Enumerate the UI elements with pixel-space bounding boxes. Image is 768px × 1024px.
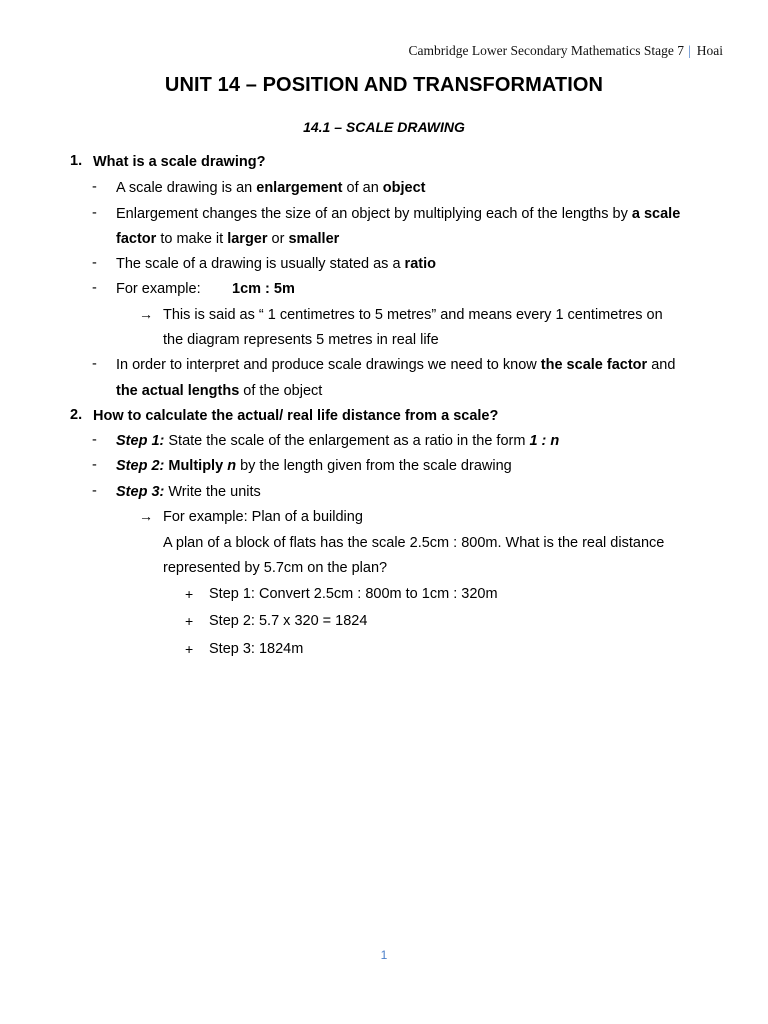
dash-bullet: - xyxy=(92,356,97,372)
question-1-number: 1. xyxy=(70,153,83,169)
plus-icon: + xyxy=(185,613,194,629)
q2-example-step-1: Step 1: Convert 2.5cm : 800m to 1cm : 320m xyxy=(209,586,498,602)
q1-bullet-2-line-2: factor to make it larger or smaller xyxy=(116,231,340,247)
q1-bullet-1: A scale drawing is an enlargement of an object xyxy=(116,180,426,196)
q2-example-question-line-1: A plan of a block of flats has the scale 2.5cm : 800m. What is the real distance xyxy=(163,535,665,551)
plus-icon: + xyxy=(185,586,194,602)
q1-example-ratio: 1cm : 5m xyxy=(232,281,295,297)
q1-arrow-line-2: the diagram represents 5 metres in real life xyxy=(163,332,439,348)
q1-bullet-3: The scale of a drawing is usually stated as a ratio xyxy=(116,256,436,272)
page-header xyxy=(409,43,724,59)
page-number: 1 xyxy=(380,948,388,962)
q2-example-step-3: Step 3: 1824m xyxy=(209,641,304,657)
question-1-heading: What is a scale drawing? xyxy=(93,154,266,170)
q2-step-2: Step 2: Multiply n by the length given from the scale drawing xyxy=(116,458,512,474)
dash-bullet: - xyxy=(92,205,97,221)
q1-bullet-4-label: For example: xyxy=(116,281,201,297)
unit-title: UNIT 14 – POSITION AND TRANSFORMATION xyxy=(164,74,604,96)
q2-step-3: Step 3: Write the units xyxy=(116,484,261,500)
dash-bullet: - xyxy=(92,432,97,448)
q1-arrow-line-1: This is said as “ 1 centimetres to 5 metres” and means every 1 centimetres on xyxy=(163,307,663,323)
dash-bullet: - xyxy=(92,179,97,195)
arrow-icon: → xyxy=(139,306,153,322)
q1-bullet-5-line-2: the actual lengths of the object xyxy=(116,383,323,399)
header-author: Hoai xyxy=(696,43,723,58)
dash-bullet: - xyxy=(92,255,97,271)
header-text: Cambridge Lower Secondary Mathematics Stage 7 xyxy=(408,43,685,58)
dash-bullet: - xyxy=(92,457,97,473)
header-separator: | xyxy=(688,43,691,58)
q2-example-step-2: Step 2: 5.7 x 320 = 1824 xyxy=(209,613,368,629)
plus-icon: + xyxy=(185,641,194,657)
arrow-icon: → xyxy=(139,508,153,524)
q2-step-1: Step 1: State the scale of the enlargement as a ratio in the form 1 : n xyxy=(116,433,560,449)
q2-example-intro: For example: Plan of a building xyxy=(163,509,363,525)
q1-bullet-5-line-1: In order to interpret and produce scale drawings we need to know the scale factor and xyxy=(116,357,676,373)
question-2-number: 2. xyxy=(70,407,83,423)
q1-bullet-2-line-1: Enlargement changes the size of an object by multiplying each of the lengths by a scale xyxy=(116,206,681,222)
dash-bullet: - xyxy=(92,483,97,499)
question-2-heading: How to calculate the actual/ real life distance from a scale? xyxy=(93,408,499,424)
section-subtitle: 14.1 – SCALE DRAWING xyxy=(303,119,465,135)
dash-bullet: - xyxy=(92,280,97,296)
q2-example-question-line-2: represented by 5.7cm on the plan? xyxy=(163,560,388,576)
